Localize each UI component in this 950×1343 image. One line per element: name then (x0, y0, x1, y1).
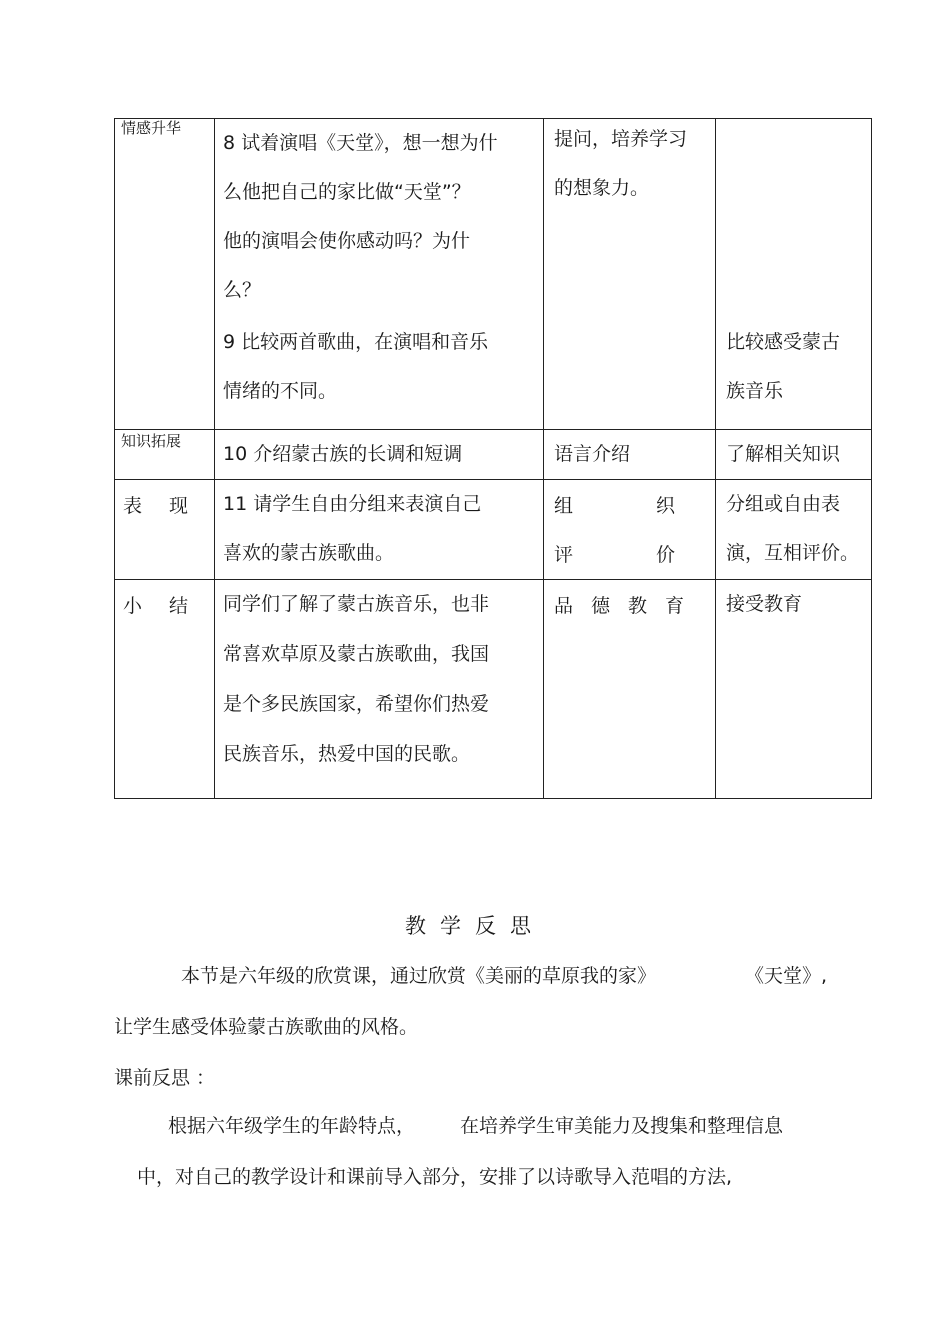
stage-label: 情感升华 (121, 119, 182, 137)
stage-char: 现 (169, 495, 189, 517)
method-char: 价 (656, 544, 676, 566)
student-line: 族音乐 (726, 380, 784, 402)
section-heading: 课前反思 ： (114, 1067, 216, 1089)
method-line: 语言介绍 (554, 443, 631, 465)
content-line: 喜欢的蒙古族歌曲。 (223, 542, 395, 564)
method-char: 德 (591, 595, 611, 617)
paragraph-text: 中，对自己的教学设计和课前导入部分，安排了以诗歌导入范唱的方法, (137, 1166, 733, 1188)
stage-char: 小 (123, 595, 143, 617)
paragraph-text: 让学生感受体验蒙古族歌曲的风格。 (114, 1016, 419, 1038)
stage-char: 表 (123, 495, 143, 517)
paragraph-text: 根据六年级学生的年龄特点， (168, 1115, 416, 1137)
content-line: 8 试着演唱《天堂》，想一想为什 (223, 132, 498, 154)
content-line: 么？ (223, 279, 262, 301)
method-char: 教 (628, 595, 648, 617)
content-line: 常喜欢草原及蒙古族歌曲，我国 (223, 643, 490, 665)
column-divider (214, 119, 215, 798)
stage-char: 结 (169, 595, 189, 617)
content-line: 是个多民族国家，希望你们热爱 (223, 693, 490, 715)
method-char: 织 (656, 495, 676, 517)
paragraph-text: 《天堂》, (745, 965, 828, 987)
method-line: 的想象力。 (554, 177, 650, 199)
paragraph-text: 在培养学生审美能力及搜集和整理信息 (460, 1115, 784, 1137)
content-line: 9 比较两首歌曲，在演唱和音乐 (223, 331, 489, 353)
lesson-table (114, 118, 872, 799)
content-line: 情绪的不同。 (223, 380, 338, 402)
method-char: 育 (665, 595, 685, 617)
column-divider (715, 119, 716, 798)
method-char: 评 (554, 544, 574, 566)
content-line: 么他把自己的家比做“天堂”？ (223, 181, 471, 203)
content-line: 他的演唱会使你感动吗？为什 (223, 230, 471, 252)
student-line: 比较感受蒙古 (726, 331, 841, 353)
reflection-title: 教学反思 (405, 914, 545, 938)
method-line: 提问，培养学习 (554, 128, 688, 150)
content-line: 民族音乐，热爱中国的民歌。 (223, 743, 471, 765)
method-char: 组 (554, 495, 574, 517)
column-divider (543, 119, 544, 798)
stage-label: 知识拓展 (121, 432, 182, 450)
student-line: 了解相关知识 (726, 443, 841, 465)
content-line: 11 请学生自由分组来表演自己 (223, 493, 482, 515)
student-line: 分组或自由表 (726, 493, 841, 515)
method-char: 品 (554, 595, 574, 617)
student-line: 接受教育 (726, 593, 803, 615)
content-line: 同学们了解了蒙古族音乐，也非 (223, 593, 490, 615)
paragraph-text: 本节是六年级的欣赏课，通过欣赏《美丽的草原我的家》 (181, 965, 657, 987)
student-line: 演，互相评价。 (726, 542, 860, 564)
content-line: 10 介绍蒙古族的长调和短调 (223, 443, 463, 465)
